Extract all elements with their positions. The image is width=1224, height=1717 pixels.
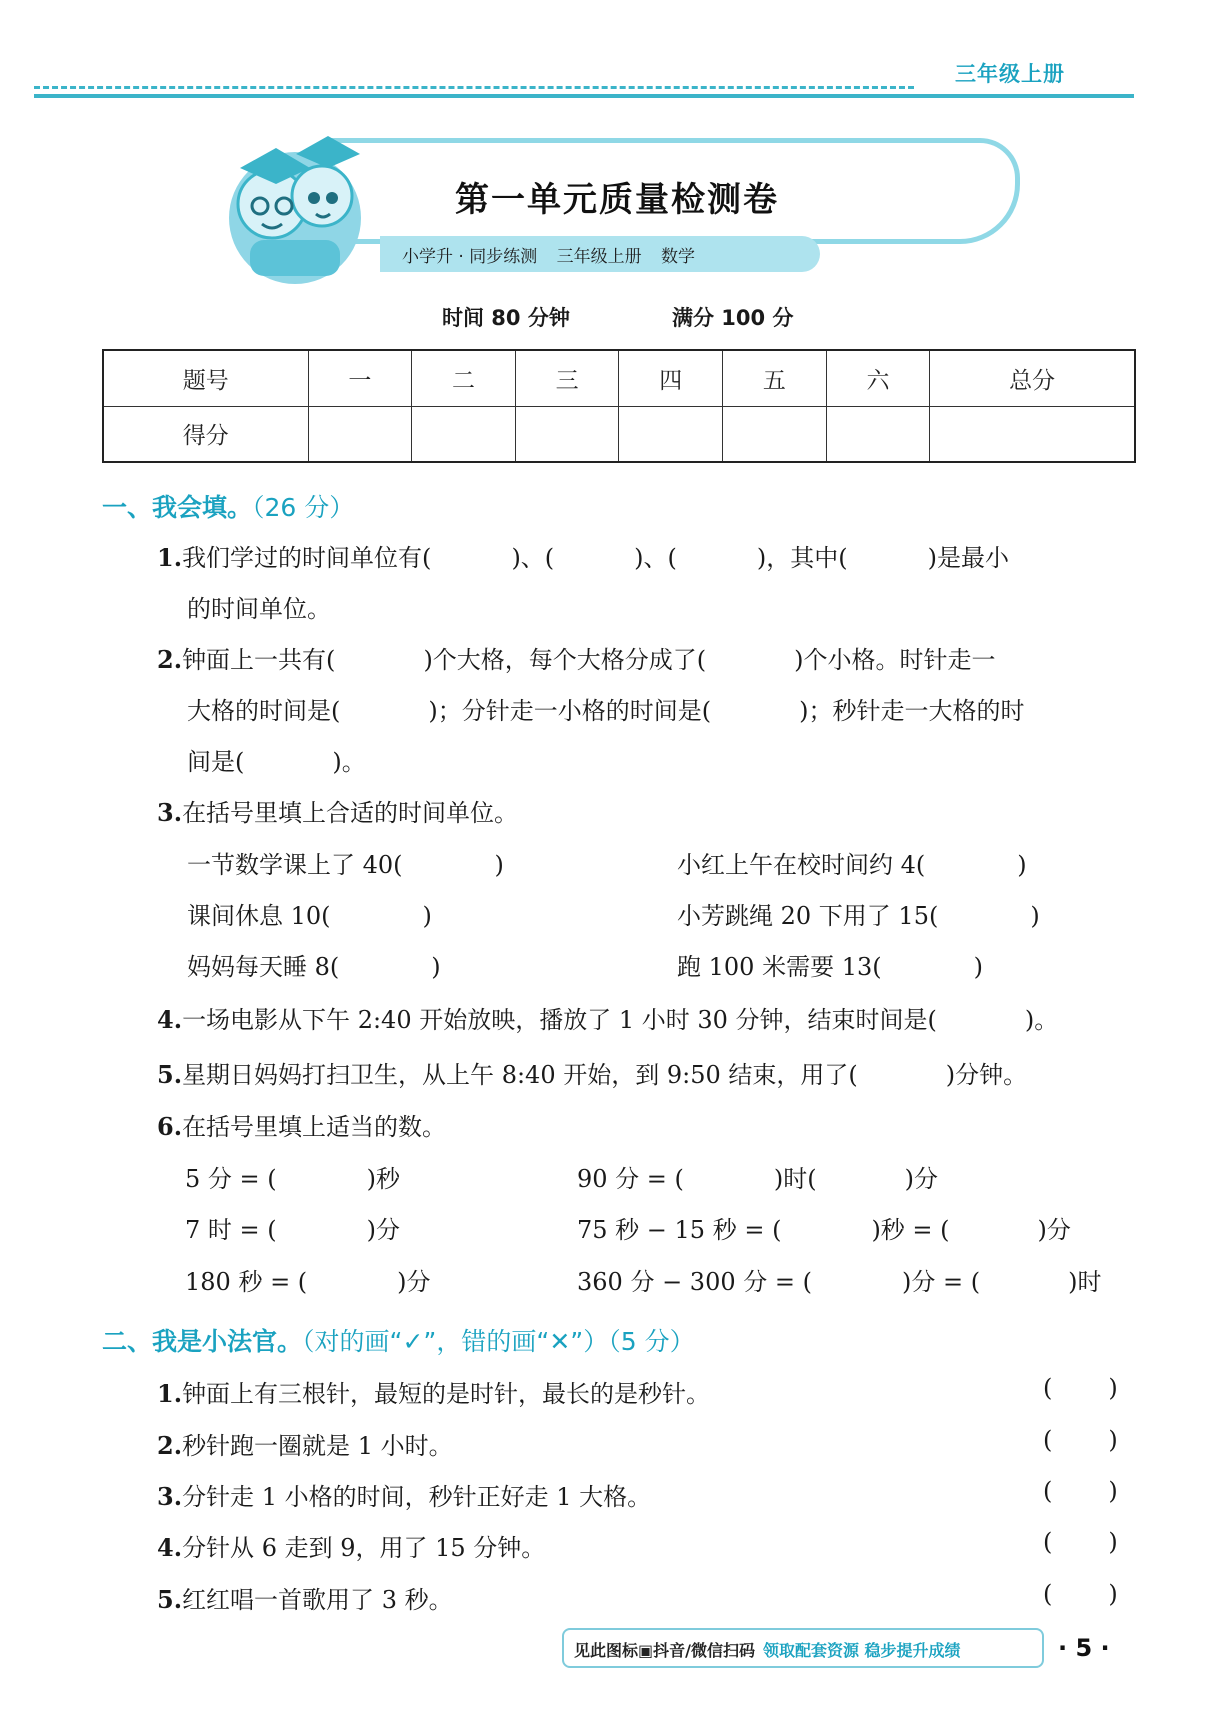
paren: ) xyxy=(1108,1477,1118,1505)
subtitle-series: 小学升 · 同步练测 xyxy=(402,247,538,267)
top-dashed-rule xyxy=(34,86,914,89)
question-text: 间是( xyxy=(187,748,245,776)
q6-item xyxy=(185,1159,400,1194)
question-text: )；分针走一小格的时间是( xyxy=(428,697,712,725)
q6-item xyxy=(577,1210,1071,1245)
score-table-score-row xyxy=(103,406,1135,462)
judge-question xyxy=(157,1426,453,1461)
judge-question xyxy=(157,1580,453,1615)
paren: ( xyxy=(1043,1426,1053,1454)
question-text: ) xyxy=(1030,902,1040,930)
score-table-cell: 六 xyxy=(826,350,930,406)
judge-answer-box[interactable] xyxy=(1043,1477,1118,1505)
question-text: 小红上午在校时间约 4( xyxy=(677,851,926,879)
question-text: ) xyxy=(431,953,441,981)
section-2-points: （对的画“✓”，错的画“✕”）（5 分） xyxy=(302,1327,695,1356)
question-text: 分针从 6 走到 9，用了 15 分钟。 xyxy=(182,1534,546,1562)
question-text: 小芳跳绳 20 下用了 15( xyxy=(677,902,939,930)
question-text: )时 xyxy=(1068,1268,1102,1296)
question-text: ) xyxy=(973,953,983,981)
q3-item xyxy=(677,896,1040,931)
score-table-cell: 五 xyxy=(723,350,827,406)
question-text: )。 xyxy=(332,748,366,776)
question-text: 大格的时间是( xyxy=(187,697,341,725)
question-number: 5. xyxy=(157,1060,183,1089)
question-number: 1. xyxy=(157,1379,183,1408)
question-1-1-cont: 的时间单位。 xyxy=(187,595,331,623)
question-text: )分钟。 xyxy=(945,1061,1028,1089)
judge-question xyxy=(157,1477,651,1512)
subtitle-grade: 三年级上册 xyxy=(556,247,642,267)
top-solid-rule xyxy=(34,94,1134,98)
score-entry-cell[interactable] xyxy=(826,406,930,462)
footer-scan-text: 见此图标▣抖音/微信扫码 xyxy=(574,1641,755,1660)
paren: ) xyxy=(1108,1580,1118,1608)
paren: ( xyxy=(1043,1374,1053,1402)
question-text: 75 秒 − 15 秒 = ( xyxy=(577,1216,782,1244)
question-text: 跑 100 米需要 13( xyxy=(677,953,882,981)
question-number: 4. xyxy=(157,1533,183,1562)
score-entry-cell[interactable] xyxy=(930,406,1135,462)
question-number: 3. xyxy=(157,1482,183,1511)
question-text: 钟面上有三根针，最短的是时针，最长的是秒针。 xyxy=(182,1380,711,1408)
question-text: 分针走 1 小格的时间，秒针正好走 1 大格。 xyxy=(182,1483,652,1511)
footer-highlight: 领取配套资源 稳步提升成绩 xyxy=(762,1641,961,1660)
question-number: 1. xyxy=(157,543,183,572)
question-text: 360 分 − 300 分 = ( xyxy=(577,1268,812,1296)
question-number: 2. xyxy=(157,1431,183,1460)
question-text: )、( xyxy=(634,544,677,572)
subtitle xyxy=(402,242,709,267)
q3-item xyxy=(677,845,1027,880)
score-table-cell: 二 xyxy=(412,350,516,406)
paren: ) xyxy=(1108,1528,1118,1556)
question-text: )秒 = ( xyxy=(871,1216,950,1244)
judge-answer-box[interactable] xyxy=(1043,1580,1118,1608)
section-1-points: （26 分） xyxy=(252,493,355,522)
question-number: 3. xyxy=(157,798,183,827)
section-2-title: 二、我是小法官。 xyxy=(102,1327,303,1356)
question-text: )是最小 xyxy=(927,544,1010,572)
score-entry-cell[interactable] xyxy=(723,406,827,462)
question-text: )个大格，每个大格分成了( xyxy=(423,646,707,674)
section-2-heading xyxy=(102,1322,695,1358)
score-table-cell: 题号 xyxy=(103,350,308,406)
judge-question xyxy=(157,1374,710,1409)
judge-question xyxy=(157,1528,545,1563)
q6-item xyxy=(185,1262,431,1297)
q3-item xyxy=(187,896,432,931)
question-text: 红红唱一首歌用了 3 秒。 xyxy=(182,1586,453,1614)
question-text: 一节数学课上了 40( xyxy=(187,851,403,879)
section-1-heading xyxy=(102,488,354,524)
score-label: 得分 xyxy=(103,406,308,462)
question-1-2-cont2 xyxy=(187,742,366,777)
score-entry-cell[interactable] xyxy=(308,406,412,462)
paren: ( xyxy=(1043,1580,1053,1608)
question-text: 我们学过的时间单位有( xyxy=(182,544,432,572)
page-number: · 5 · xyxy=(1058,1634,1110,1662)
question-text: )个小格。时针走一 xyxy=(794,646,996,674)
score-table-cell: 四 xyxy=(619,350,723,406)
exam-time: 时间 80 分钟 xyxy=(442,306,570,330)
page-title: 第一单元质量检测卷 xyxy=(455,180,779,220)
score-entry-cell[interactable] xyxy=(412,406,516,462)
judge-answer-box[interactable] xyxy=(1043,1528,1118,1556)
paren: ) xyxy=(1108,1374,1118,1402)
paren: ) xyxy=(1108,1426,1118,1454)
question-text: 课间休息 10( xyxy=(187,902,331,930)
score-entry-cell[interactable] xyxy=(619,406,723,462)
question-1-2 xyxy=(157,640,996,675)
q3-item xyxy=(677,947,983,982)
question-1-5 xyxy=(157,1055,1027,1090)
question-text: 星期日妈妈打扫卫生，从上午 8:40 开始，到 9:50 结束，用了( xyxy=(182,1061,858,1089)
question-text: )，其中( xyxy=(756,544,848,572)
paren: ( xyxy=(1043,1477,1053,1505)
question-text: ) xyxy=(422,902,432,930)
score-table-cell: 三 xyxy=(515,350,619,406)
full-score: 满分 100 分 xyxy=(672,306,794,330)
mascot-kids-icon xyxy=(210,126,380,286)
question-text: )分 xyxy=(904,1165,939,1193)
section-1-title: 一、我会填。 xyxy=(102,493,253,522)
question-text: )。 xyxy=(1024,1006,1059,1034)
question-text: 在括号里填上适当的数。 xyxy=(182,1113,447,1141)
grade-tag: 三年级上册 xyxy=(955,62,1065,86)
score-table-cell: 总分 xyxy=(930,350,1135,406)
question-number: 2. xyxy=(157,645,183,674)
question-number: 5. xyxy=(157,1585,183,1614)
question-text: 5 分 = ( xyxy=(185,1165,277,1193)
question-text: )分 xyxy=(397,1268,431,1296)
footer-text xyxy=(574,1638,961,1661)
question-text: 妈妈每天睡 8( xyxy=(187,953,340,981)
question-text: ) xyxy=(494,851,504,879)
question-1-4 xyxy=(157,1000,1058,1035)
score-table xyxy=(102,349,1136,463)
question-text: 90 分 = ( xyxy=(577,1165,684,1193)
q3-item xyxy=(187,845,504,880)
question-text: 180 秒 = ( xyxy=(185,1268,308,1296)
question-text: )分 = ( xyxy=(901,1268,981,1296)
score-table-header-row xyxy=(103,350,1135,406)
question-text: 秒针跑一圈就是 1 小时。 xyxy=(182,1432,453,1460)
question-text: ) xyxy=(1017,851,1027,879)
question-text: )分 xyxy=(366,1216,401,1244)
question-1-2-cont xyxy=(187,691,1024,726)
score-entry-cell[interactable] xyxy=(515,406,619,462)
question-text: 钟面上一共有( xyxy=(182,646,336,674)
score-table-cell: 一 xyxy=(308,350,412,406)
question-1-6 xyxy=(157,1107,446,1142)
question-text: 在括号里填上合适的时间单位。 xyxy=(182,799,519,827)
judge-answer-box[interactable] xyxy=(1043,1374,1118,1402)
question-number: 6. xyxy=(157,1112,183,1141)
question-text: )、( xyxy=(511,544,555,572)
question-text: 一场电影从下午 2:40 开始放映，播放了 1 小时 30 分钟，结束时间是( xyxy=(182,1006,937,1034)
question-1-1 xyxy=(157,538,1009,573)
question-1-3 xyxy=(157,793,518,828)
q6-item xyxy=(577,1159,938,1194)
q6-item xyxy=(185,1210,400,1245)
question-text: )秒 xyxy=(366,1165,401,1193)
question-text: )时( xyxy=(773,1165,817,1193)
question-text: )分 xyxy=(1037,1216,1071,1244)
q6-item xyxy=(577,1262,1101,1297)
question-text: 7 时 = ( xyxy=(185,1216,277,1244)
subtitle-subject: 数学 xyxy=(661,247,696,267)
question-text: )；秒针走一大格的时 xyxy=(799,697,1025,725)
q3-item xyxy=(187,947,441,982)
paren: ( xyxy=(1043,1528,1053,1556)
judge-answer-box[interactable] xyxy=(1043,1426,1118,1454)
question-number: 4. xyxy=(157,1005,183,1034)
